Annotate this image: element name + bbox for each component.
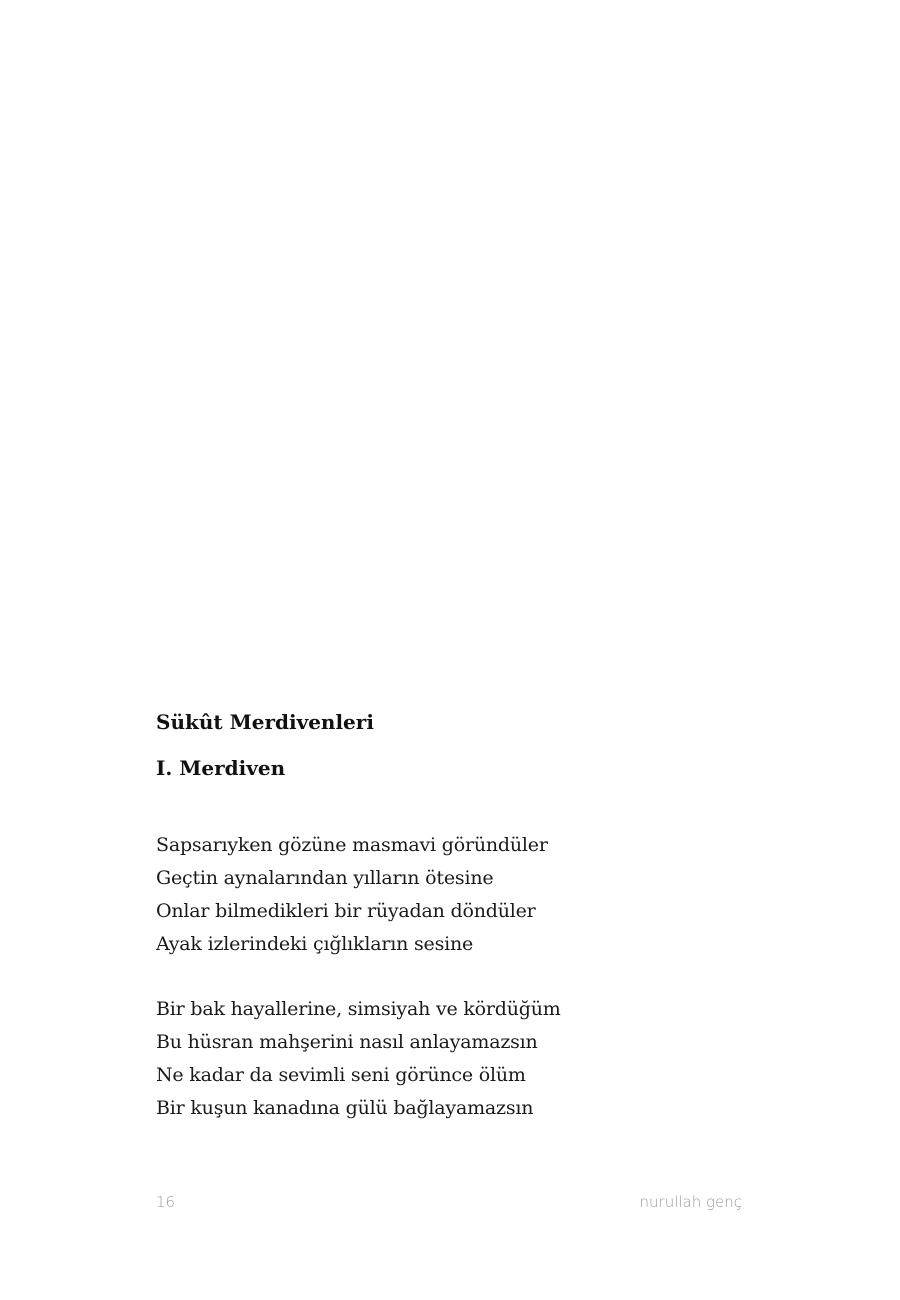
page-number: 16 (156, 1193, 176, 1211)
section-title: I. Merdiven (156, 756, 286, 780)
poem-title: Sükût Merdivenleri (156, 710, 374, 734)
running-footer-author: nurullah genç (639, 1193, 742, 1211)
stanza-2 (156, 993, 561, 1125)
verse-line: Bu hüsran mahşerini nasıl anlayamazsın (156, 1031, 538, 1053)
verse-line: Ne kadar da sevimli seni görünce ölüm (156, 1064, 526, 1086)
verse-line: Bir kuşun kanadına gülü bağlayamazsın (156, 1097, 534, 1119)
stanza-1 (156, 829, 548, 961)
verse-line: Bir bak hayallerine, simsiyah ve kördüğüm (156, 998, 561, 1020)
verse-line: Ayak izlerindeki çığlıkların sesine (156, 933, 474, 955)
verse-line: Geçtin aynalarından yılların ötesine (156, 867, 494, 889)
verse-line: Sapsarıyken gözüne masmavi göründüler (156, 834, 548, 856)
verse-line: Onlar bilmedikleri bir rüyadan döndüler (156, 900, 536, 922)
